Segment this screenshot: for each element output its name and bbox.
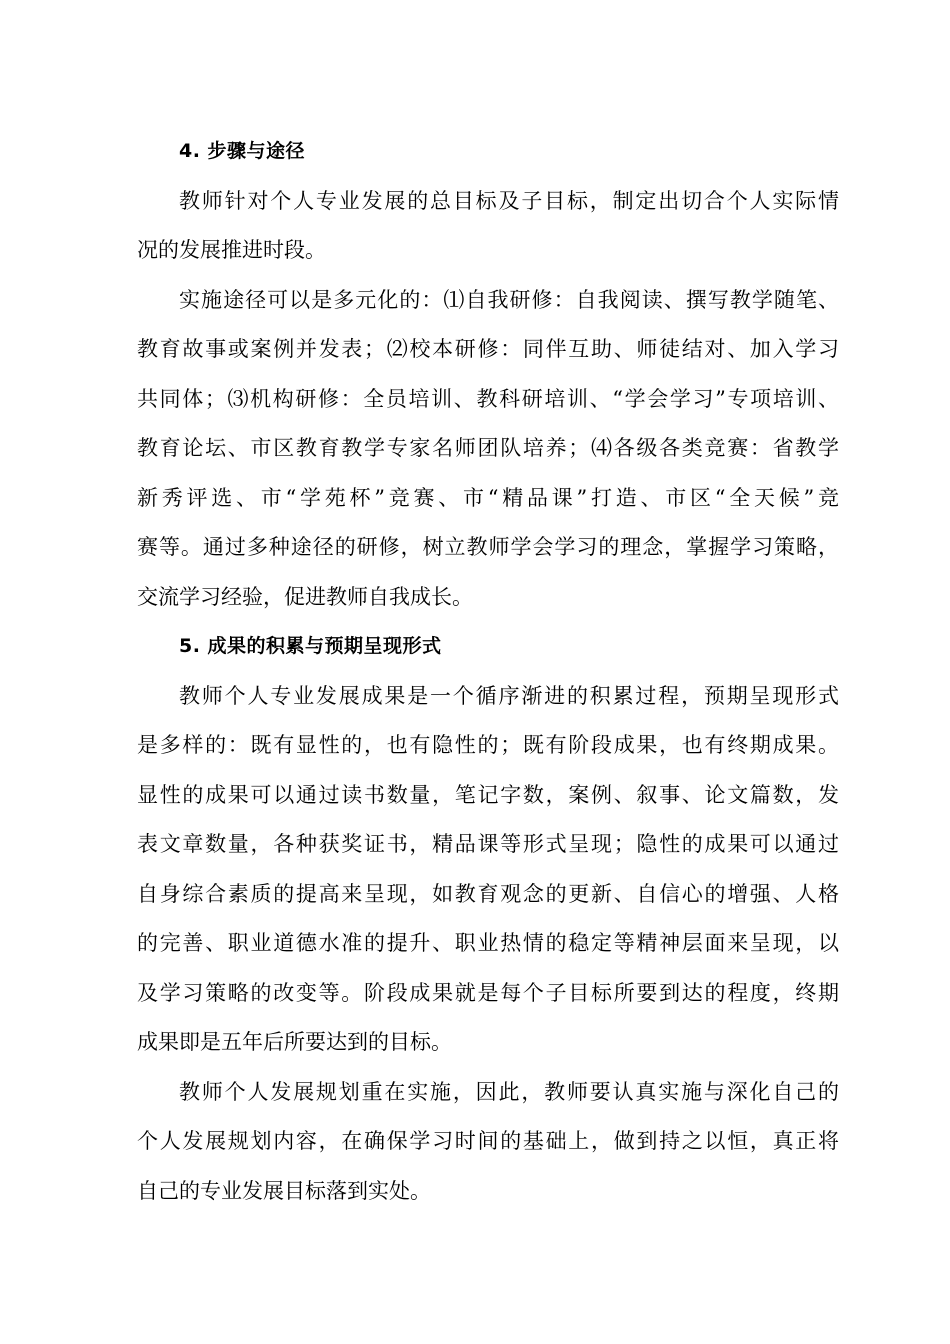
section-heading-4: 4. 步骤与途径 [179,140,306,162]
document-body [137,127,839,1216]
paragraph-5-2 [137,1068,839,1217]
text-line: 显性的成果可以通过读书数量，笔记字数，案例、叙事、论文篇数，发 [137,782,839,807]
text-line: 是多样的：既有显性的，也有隐性的；既有阶段成果，也有终期成果。 [137,733,839,757]
text-line: 及学习策略的改变等。阶段成果就是每个子目标所要到达的程度，终期 [137,980,839,1005]
text-line: 教师针对个人专业发展的总目标及子目标，制定出切合个人实际情 [179,188,839,213]
text-line: 的完善、职业道德水准的提升、职业热情的稳定等精神层面来呈现，以 [137,931,839,955]
text-line: 教师个人发展规划重在实施，因此，教师要认真实施与深化自己的 [179,1079,839,1104]
paragraph-5-1 [137,672,839,1068]
text-line: 赛等。通过多种途径的研修，树立教师学会学习的理念，掌握学习策略， [137,535,839,559]
paragraph-4-2 [137,276,839,623]
text-line: 教育论坛、市区教育教学专家名师团队培养；⑷各级各类竞赛：省教学 [137,436,839,460]
text-line: 成果即是五年后所要达到的目标。 [137,1030,452,1054]
text-line: 教师个人专业发展成果是一个循序渐进的积累过程，预期呈现形式 [179,683,839,708]
text-line: 交流学习经验，促进教师自我成长。 [137,584,473,609]
text-line: 个人发展规划内容，在确保学习时间的基础上，做到持之以恒，真正将 [137,1129,839,1153]
text-line: 实施途径可以是多元化的：⑴自我研修：自我阅读、撰写教学随笔、 [179,287,839,312]
text-line: 教育故事或案例并发表；⑵校本研修：同伴互助、师徒结对、加入学习 [137,337,839,361]
text-line: 共同体；⑶机构研修：全员培训、教科研培训、“学会学习”专项培训、 [137,386,839,411]
text-line: 新秀评选、市“学苑杯”竞赛、市“精品课”打造、市区“全天候”竞 [137,485,839,510]
paragraph-4-1 [137,177,839,276]
section-heading-5: 5. 成果的积累与预期呈现形式 [179,635,442,657]
text-line: 况的发展推进时段。 [137,238,326,262]
text-line: 自己的专业发展目标落到实处。 [137,1178,431,1203]
text-line: 自身综合素质的提高来呈现，如教育观念的更新、自信心的增强、人格 [137,881,839,906]
text-line: 表文章数量，各种获奖证书，精品课等形式呈现；隐性的成果可以通过 [137,832,839,856]
